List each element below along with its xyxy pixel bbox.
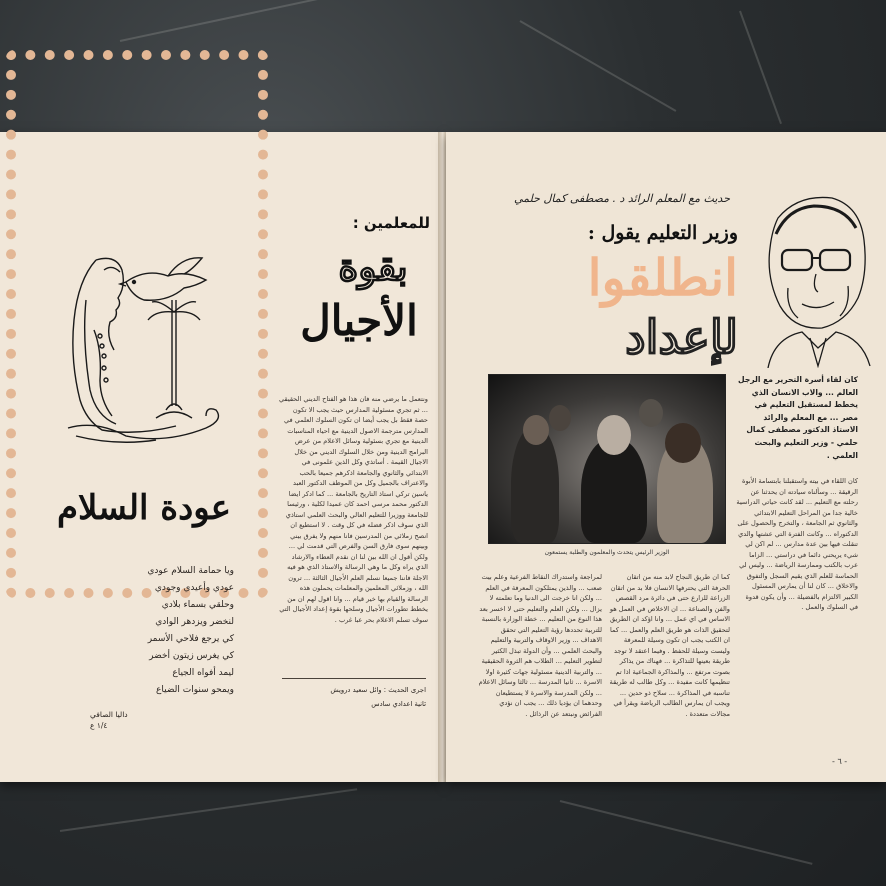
article-title-strength: بقوة — [338, 244, 408, 289]
interview-column-1: كان اللقاء في بيته واستقبلنا بابتسامة الأبوة الرقيقة ... وسألناه سيادته ان يحدثنا عن رحلته مع التعليم ... لقد كانت حياتي الدراسية خالية جدا من المراحل التعليم الابتدائي والثانوي ثم الجامعة ، والتخرج والحصول على الدكتوراه ... وكانت الفترة التي عشتها والدي تنقلت فيها بين عدة مدارس ... لم اكن لي شيء يريحني دائما في دراستي ... الزاما عرب بالكتب وممارسة الرياضة ... وليس لي الحماسة للعلم الذي يقيم السجل والتفوق والاخلاق ... كان لنا أن يمارس المسئول الكبير الالتزام بالفضيلة ... وأن يكون قدوة في السلوك والعمل . — [736, 477, 858, 611]
interview-column-2: كما ان طريق النجاح لابد منه من اتقان الحرفة التي يحترفها الانسان فلا بد من اتقان الزراعة للزارع حتى في دائرة مرد القصص والفن والصناعة ... ان الاخلاص في العمل هو الاساس في اي عمل ... وانا اؤكد ان الطريق لتحقيق الذات هو طريق العلم والعمل ... كما ان الكتب يجب ان تكون وسيلة للمعرفة وليست وسيلة للحفظ . وفيما اعتقد لا توجد طريقة بعينها للتذاكرة ... فهناك من يذاكر بصوت مرتفع ... والمذاكرة الجماعية اذا تم تنظيمها كانت مفيدة ... وكل طالب له طريقة تناسبه في المذاكرة ... سلاح ذو حدين ... ويجب ان يمارس الطالب الرياضة ويقرأ في مجالات متعددة . — [609, 573, 730, 718]
marble-vein — [120, 0, 375, 42]
poem-line: ليمد أفواه الجياع — [172, 668, 234, 678]
byline-class: ثانية اعدادي سادس — [371, 700, 426, 708]
byline-divider — [282, 678, 426, 679]
poem-line: لنخضر ويزدهر الوادي — [155, 617, 234, 627]
minister-speaking-photo — [488, 374, 726, 544]
poem-line: وحلقي بسماء بلادي — [161, 600, 234, 610]
photo-figure — [665, 423, 701, 463]
poem-line: كي يغرس زيتون أخضر — [149, 651, 234, 661]
interview-column-3: لمراجعة واستدراك النقاط الفرعية وعلم بيت صعب ... والذين يمتلكون المعرفة في العلم ... ولكن انا خرجت الى الدنيا وما تعلمته لا يزال ... ولكن العلم والتعليم حتى لا اخسر بعد هذا النوع من التعليم ... خطة الوزارة بالنسبة للتربية تحددها رؤية التعليم التي تحقق الاهداف ... وزير الاوقاف والتربية والتعليم والبحث العلمي ... وأن الدولة تبذل الكثير لتطوير التعليم ... الطلاب هم الثروة الحقيقية ... والتربية الدينية مسئولية جهات كثيرة اولا الاسرة ... ثانيا المدرسة ... ثالثا وسائل الاعلام ... ولكن المدرسة والاسرة لا يستطيعان وحدهما ان يؤديا ذلك ... يجب ان نؤدي الفرائض ونبتعد عن الرذائل . — [478, 573, 602, 718]
photo-figure — [639, 399, 663, 427]
peace-dove-illustration — [56, 240, 236, 450]
photo-figure — [523, 415, 549, 445]
poem-line: كي يرجع فلاحي الأسمر — [147, 634, 234, 644]
minister-portrait-sketch — [748, 188, 872, 368]
marble-vein — [60, 788, 357, 832]
poem-line: عودي وأعيدي وجودي — [154, 583, 234, 593]
marble-vein — [560, 800, 813, 865]
headline-preparing: لإعداد — [625, 310, 738, 364]
poem-author: داليا الصافي — [90, 710, 128, 719]
byline-interviewer: اجرى الحديث : وائل سعيد درويش — [330, 686, 426, 694]
page-number: - ٦ - — [832, 757, 848, 766]
photo-figure — [549, 405, 571, 431]
poem-title: عودة السلام — [56, 488, 232, 528]
interview-intro-line: حديث مع المعلم الرائد د . مصطفى كمال حلمي — [513, 192, 730, 205]
interview-intro-paragraph: كان لقاء أسرة التحرير مع الرجل العالم ... والاب الانسان الذي يخطط لمستقبل التعليم في مصر ... مع المعلم والرائد الاستاذ الدكتور مصطفى كمال حلمي - وزير التعليم والبحث العلمي . — [738, 375, 858, 460]
poem-class: ١/٤ ع — [90, 721, 108, 730]
poem-line: ويا حمامة السلام عودي — [147, 566, 234, 576]
article-kicker: للمعلمين : — [352, 214, 430, 232]
headline-launch: انطلقوا — [587, 248, 738, 307]
photo-caption: الوزير الرئيس يتحدث والمعلمون والطلبة يستمعون — [544, 549, 670, 556]
photo-figure — [597, 415, 631, 455]
marble-vein — [520, 20, 677, 112]
left-article-body: ونتعمل ما يرضي منه فان هذا هو الفتاح الديني الحقيقي ... ثم تجري مسئولية المدارس حيث يجب الا تكون حصة فقط بل يجب أيضا ان تكون السلوك العلمي في المدارس مترجمة الاصول الدينية مع احياء المناسبات الدينية مع تجري بسئولية وسائل الاعلام من عرض البرامج الدينية ومن خلال السلوك الديني من خلال الاجيال القيمة . أساتذي وكل الذين علمونی في الابتدائي والثانوي والجامعة اذكرهم جميعا بالحب والاعتراف بالجميل وكل من الموظف الدكتور العبد ياسين تركي استاذ التاريخ بالجامعة ... كما ادكر ايضا الدكتور محمد مرسي احمد كان عميدا لكلية ، ورئيسا للجامعة ووزيرا للتعليم العالي والبحث العلمي استاذي الذي سوف اذكر فضله في كل وقت . لا استطيع ان انصح زملائي من المدرسين فانا منهم ولا يفرق بيني وبينهم سوى فارق السن والفرص التي قدمت لي ... ولكن أقول ان الله بين لنا ان نقدم العطاء والارشاد الذي يراه وكل ما وهي الرسالة والاستاذ الذي هو فيه الاجلة فاننا جميعا نسلم العلم الأجيال الثالثة ... ترون الله ، وزملائي المعلمين والمعلمات يحملون هذه الرسالة والقيام بها خير قيام ... وانا اقول لهم ان من يخطط تطورات الأجيال وسلحها بقوة إعداد الأجيال التي سوف تسلم الاعلام بحر عبا غرب . — [279, 395, 428, 624]
poem-line: ويمحو سنوات الضياع — [156, 685, 234, 695]
article-title-generations: الأجيال — [300, 296, 418, 345]
headline-minister-says: وزير التعليم يقول : — [587, 222, 738, 244]
marble-vein — [739, 11, 782, 124]
